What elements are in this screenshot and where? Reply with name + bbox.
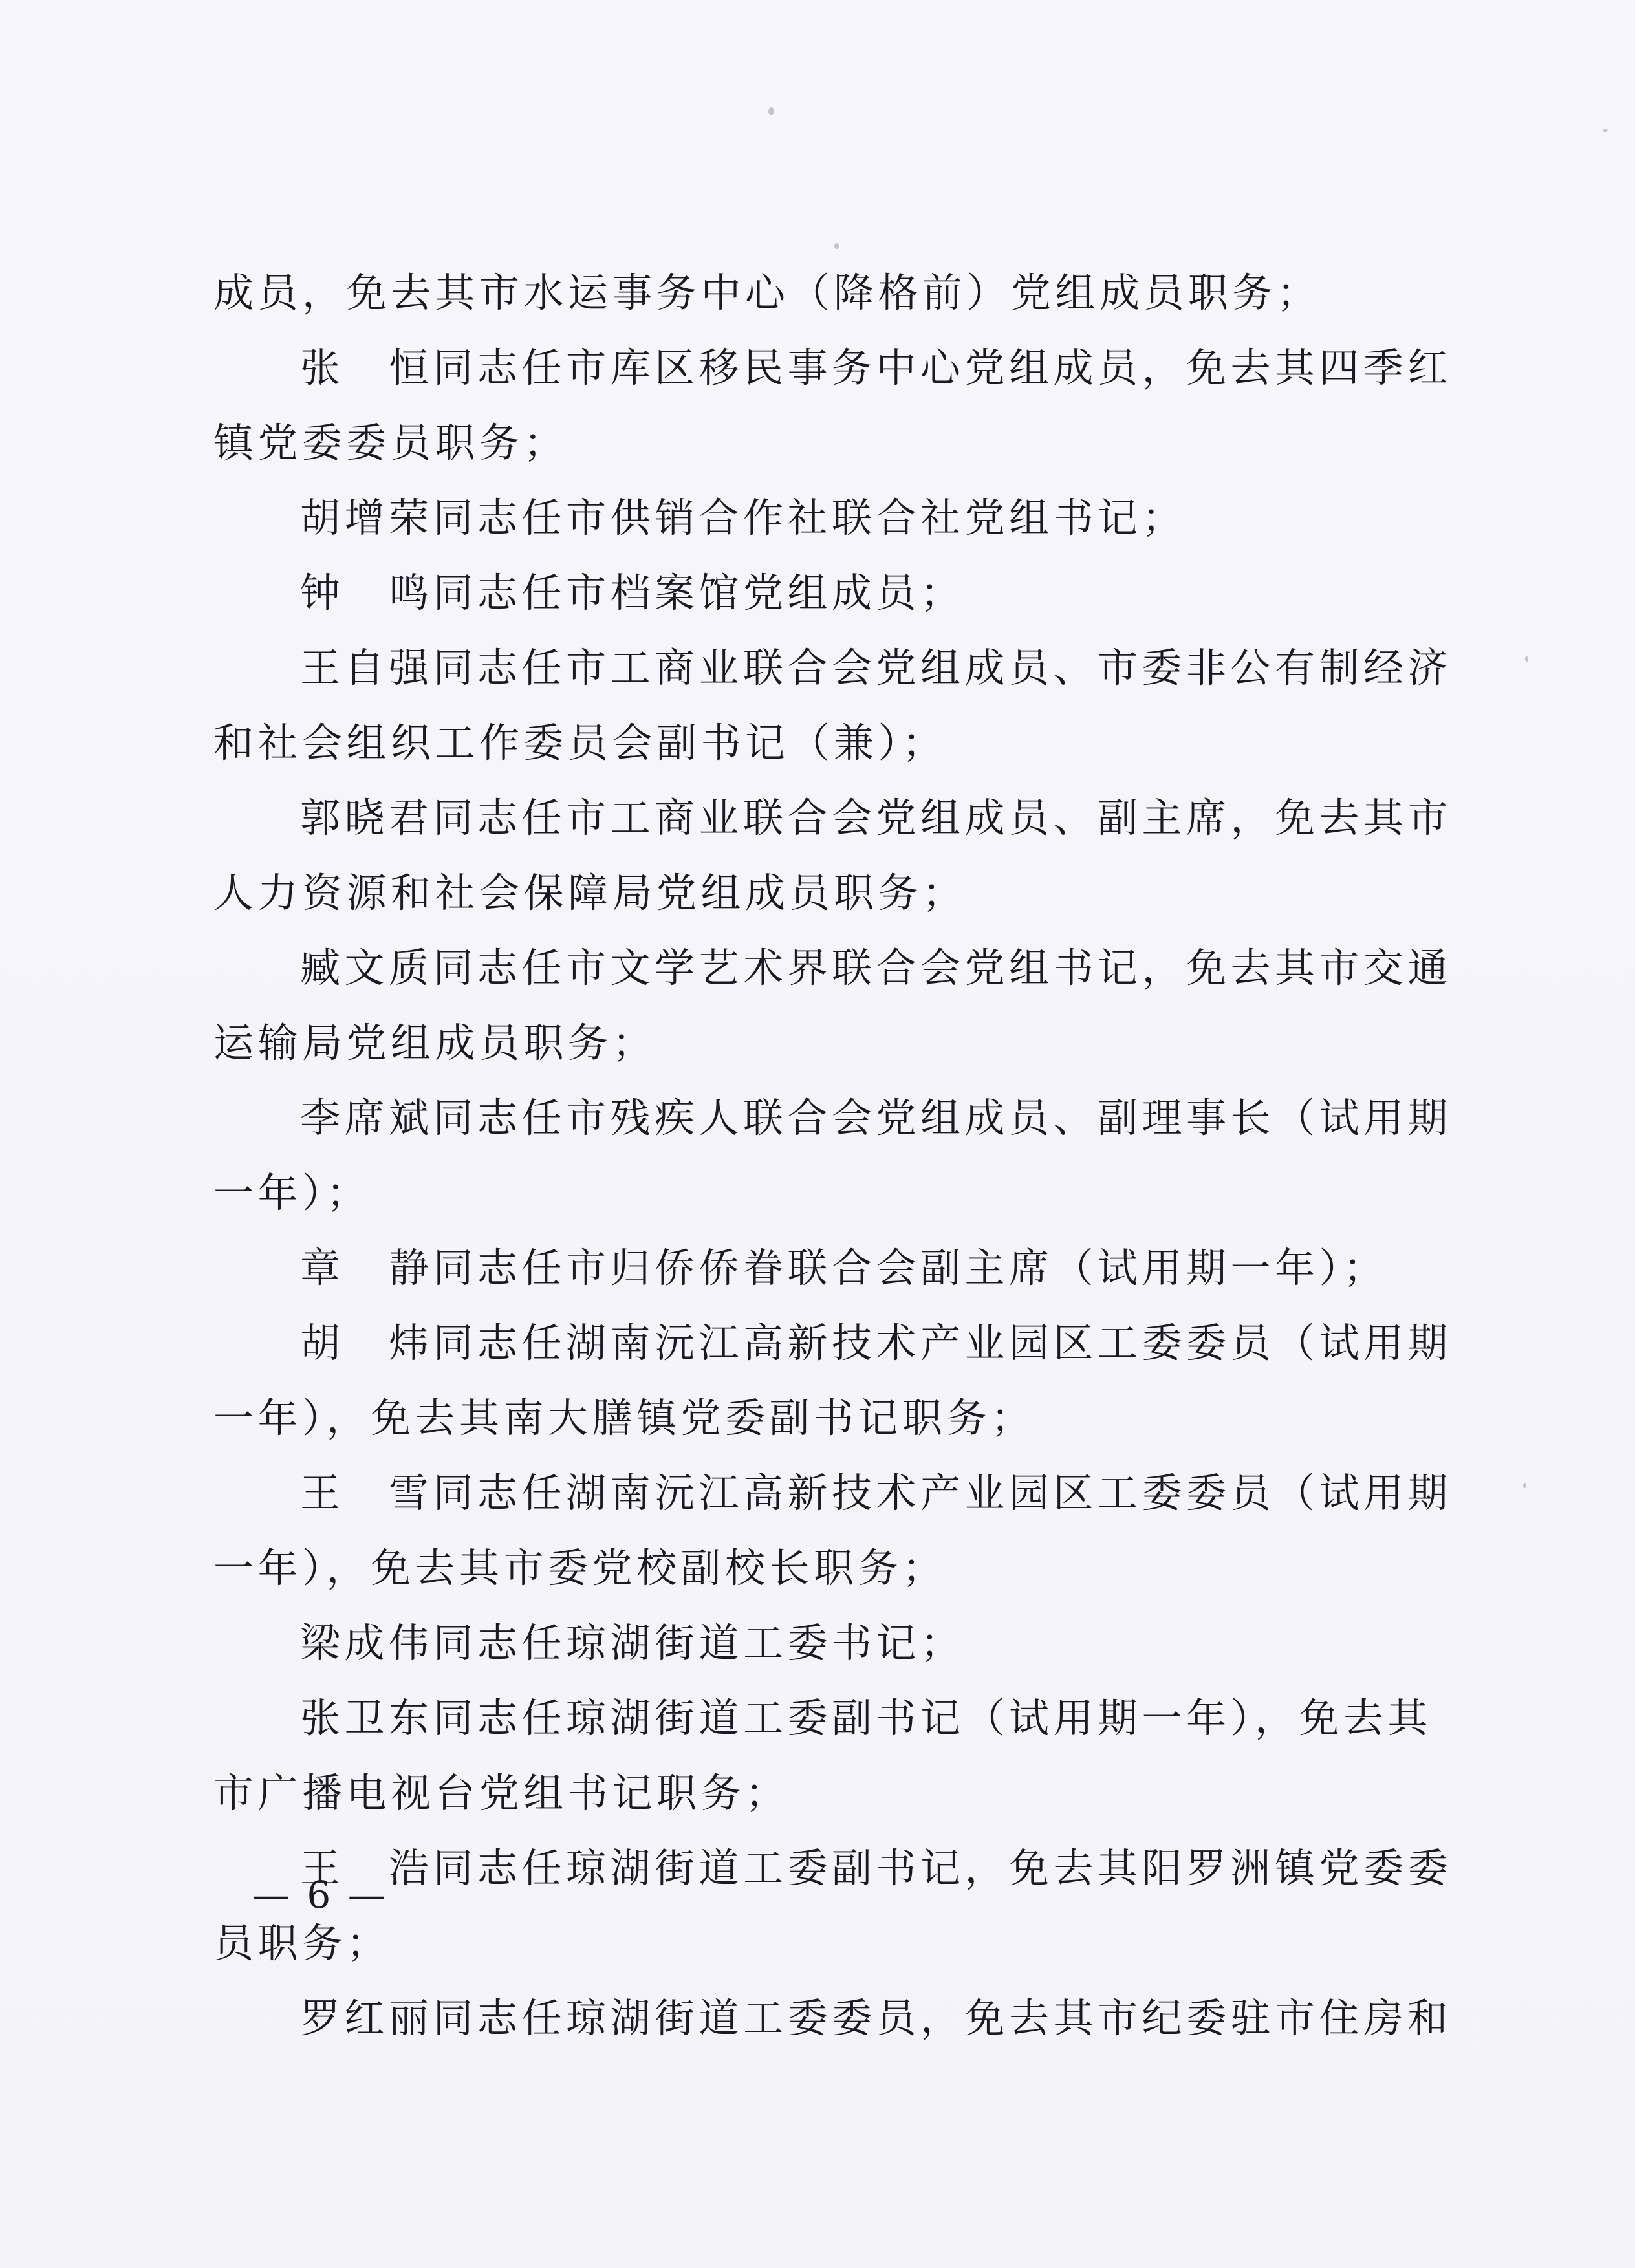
text-line: 一年），免去其市委党校副校长职务； bbox=[213, 1544, 947, 1592]
text-line: 王 雪同志任湖南沅江高新技术产业园区工委委员（试用期 bbox=[300, 1469, 1453, 1517]
text-line: 胡 炜同志任湖南沅江高新技术产业园区工委委员（试用期 bbox=[300, 1319, 1453, 1366]
scan-speck bbox=[1603, 129, 1608, 132]
text-line: 郭晓君同志任市工商业联合会党组成员、副主席，免去其市 bbox=[300, 794, 1453, 841]
text-line: 张卫东同志任琼湖街道工委副书记（试用期一年），免去其 bbox=[300, 1694, 1433, 1742]
body-text bbox=[213, 255, 1453, 2056]
scan-speck bbox=[1523, 1483, 1526, 1488]
text-line: 张 恒同志任市库区移民事务中心党组成员，免去其四季红 bbox=[300, 344, 1453, 391]
text-line: 和社会组织工作委员会副书记（兼）； bbox=[213, 719, 947, 766]
text-line: 市广播电视台党组书记职务； bbox=[213, 1769, 790, 1817]
text-line: 一年）； bbox=[213, 1169, 371, 1216]
text-line: 镇党委委员职务； bbox=[213, 419, 568, 466]
text-line: 成员，免去其市水运事务中心（降格前）党组成员职务； bbox=[213, 269, 1321, 316]
scan-speck bbox=[834, 243, 839, 249]
text-line: 王自强同志任市工商业联合会党组成员、市委非公有制经济 bbox=[300, 644, 1453, 691]
text-line: 李席斌同志任市残疾人联合会党组成员、副理事长（试用期 bbox=[300, 1094, 1453, 1141]
text-line: 臧文质同志任市文学艺术界联合会党组书记，免去其市交通 bbox=[300, 944, 1453, 991]
text-line: 员职务； bbox=[213, 1919, 391, 1967]
text-line: 章 静同志任市归侨侨眷联合会副主席（试用期一年）； bbox=[300, 1244, 1388, 1291]
scan-speck bbox=[1525, 656, 1528, 662]
page-number: — 6 — bbox=[252, 1873, 388, 1917]
scan-speck bbox=[768, 107, 774, 115]
text-line: 胡增荣同志任市供销合作社联合社党组书记； bbox=[300, 494, 1187, 541]
text-line: 人力资源和社会保障局党组成员职务； bbox=[213, 869, 967, 916]
text-line: 运输局党组成员职务； bbox=[213, 1019, 657, 1066]
text-line: 梁成伟同志任琼湖街道工委书记； bbox=[300, 1619, 965, 1667]
text-line: 王 浩同志任琼湖街道工委副书记，免去其阳罗洲镇党委委 bbox=[300, 1844, 1453, 1892]
text-line: 一年），免去其南大膳镇党委副书记职务； bbox=[213, 1394, 1035, 1442]
text-line: 罗红丽同志任琼湖街道工委委员，免去其市纪委驻市住房和 bbox=[300, 1994, 1453, 2042]
text-line: 钟 鸣同志任市档案馆党组成员； bbox=[300, 569, 965, 616]
